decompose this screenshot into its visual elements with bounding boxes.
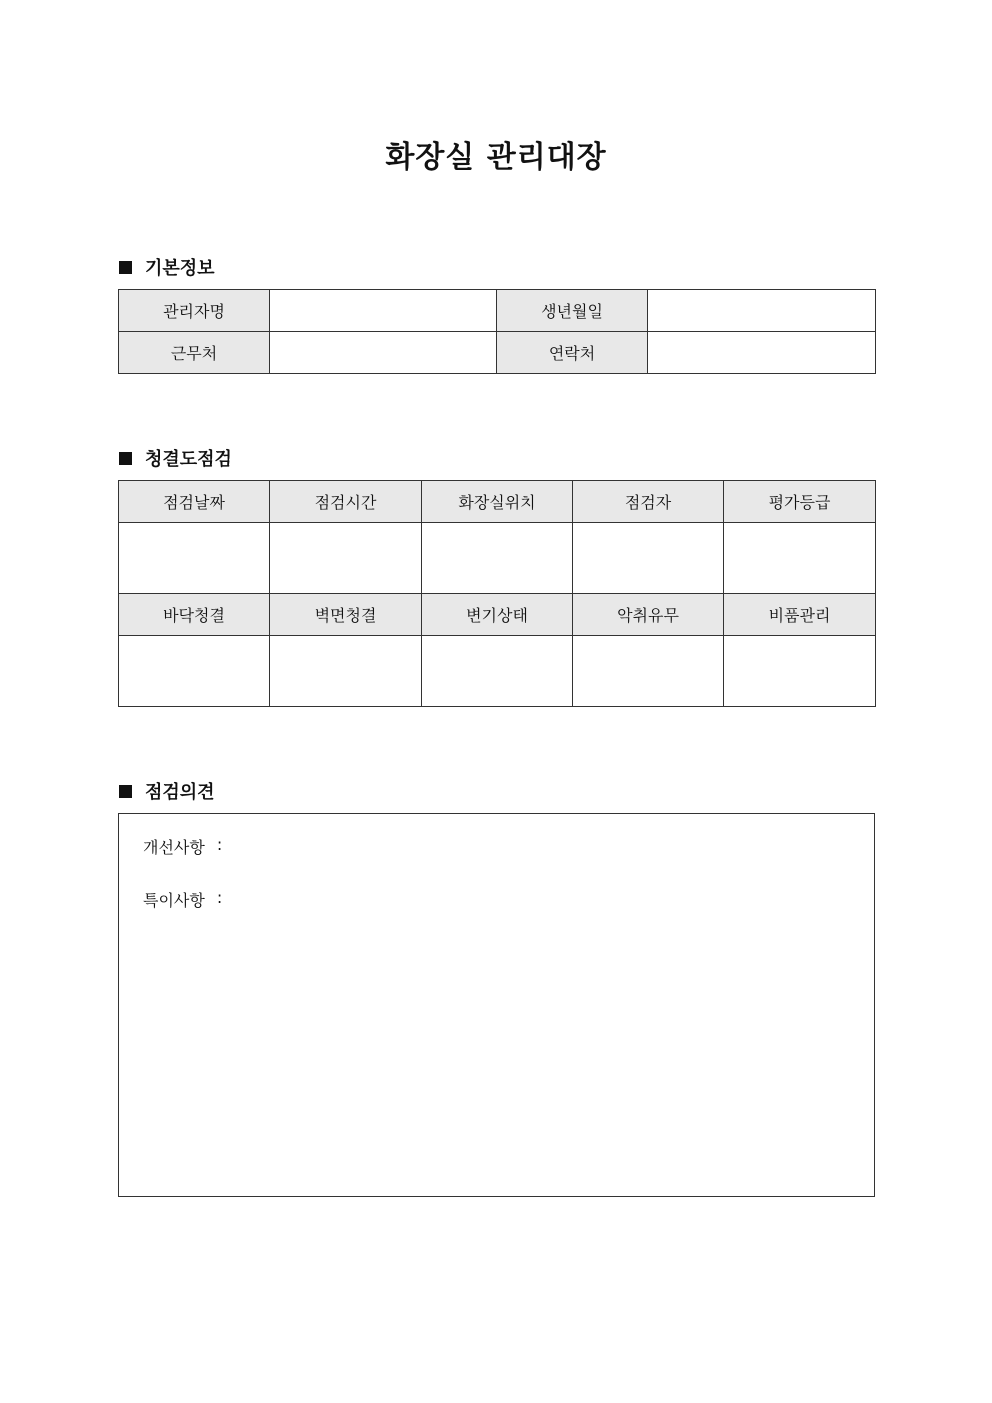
- special-notes-line: [143, 888, 222, 911]
- square-bullet-icon: [119, 452, 132, 465]
- table-header-row: [119, 594, 876, 636]
- inspection-time-field[interactable]: [270, 523, 422, 594]
- manager-name-field[interactable]: [270, 290, 497, 332]
- improvements-label: 개선사항: [143, 838, 205, 857]
- manager-name-label: 관리자명: [119, 290, 270, 332]
- square-bullet-icon: [119, 261, 132, 274]
- odor-field[interactable]: [573, 636, 724, 707]
- wall-cleanliness-header: 벽면청결: [270, 594, 422, 636]
- special-notes-label: 특이사항: [143, 891, 205, 910]
- supplies-header: 비품관리: [724, 594, 876, 636]
- improvements-colon: :: [216, 835, 223, 854]
- page-title: 화장실 관리대장: [385, 140, 607, 175]
- inspection-time-header: 점검시간: [270, 481, 422, 523]
- section-heading-cleanliness: [119, 445, 232, 471]
- cleanliness-table: [118, 480, 876, 707]
- toilet-condition-field[interactable]: [422, 636, 573, 707]
- table-row: [119, 332, 876, 374]
- table-header-row: [119, 481, 876, 523]
- rating-header: 평가등급: [724, 481, 876, 523]
- basic-info-table: [118, 289, 876, 374]
- rating-field[interactable]: [724, 523, 876, 594]
- wall-cleanliness-field[interactable]: [270, 636, 422, 707]
- improvements-line: [143, 835, 222, 858]
- birth-date-label: 생년월일: [497, 290, 648, 332]
- workplace-label: 근무처: [119, 332, 270, 374]
- table-row: [119, 523, 876, 594]
- section-heading-opinion: [119, 778, 215, 804]
- floor-cleanliness-field[interactable]: [119, 636, 270, 707]
- section-heading-label: 청결도점검: [145, 449, 232, 470]
- table-row: [119, 636, 876, 707]
- toilet-condition-header: 변기상태: [422, 594, 573, 636]
- odor-header: 악취유무: [573, 594, 724, 636]
- inspection-date-header: 점검날짜: [119, 481, 270, 523]
- inspector-field[interactable]: [573, 523, 724, 594]
- supplies-field[interactable]: [724, 636, 876, 707]
- restroom-location-header: 화장실위치: [422, 481, 573, 523]
- section-heading-basic-info: [119, 254, 215, 280]
- section-heading-label: 점검의견: [145, 782, 215, 803]
- inspector-header: 점검자: [573, 481, 724, 523]
- birth-date-field[interactable]: [648, 290, 876, 332]
- contact-field[interactable]: [648, 332, 876, 374]
- workplace-field[interactable]: [270, 332, 497, 374]
- section-heading-label: 기본정보: [145, 258, 215, 279]
- special-notes-colon: :: [216, 888, 223, 907]
- inspection-date-field[interactable]: [119, 523, 270, 594]
- table-row: [119, 290, 876, 332]
- restroom-location-field[interactable]: [422, 523, 573, 594]
- floor-cleanliness-header: 바닥청결: [119, 594, 270, 636]
- square-bullet-icon: [119, 785, 132, 798]
- contact-label: 연락처: [497, 332, 648, 374]
- opinion-box[interactable]: [118, 813, 875, 1197]
